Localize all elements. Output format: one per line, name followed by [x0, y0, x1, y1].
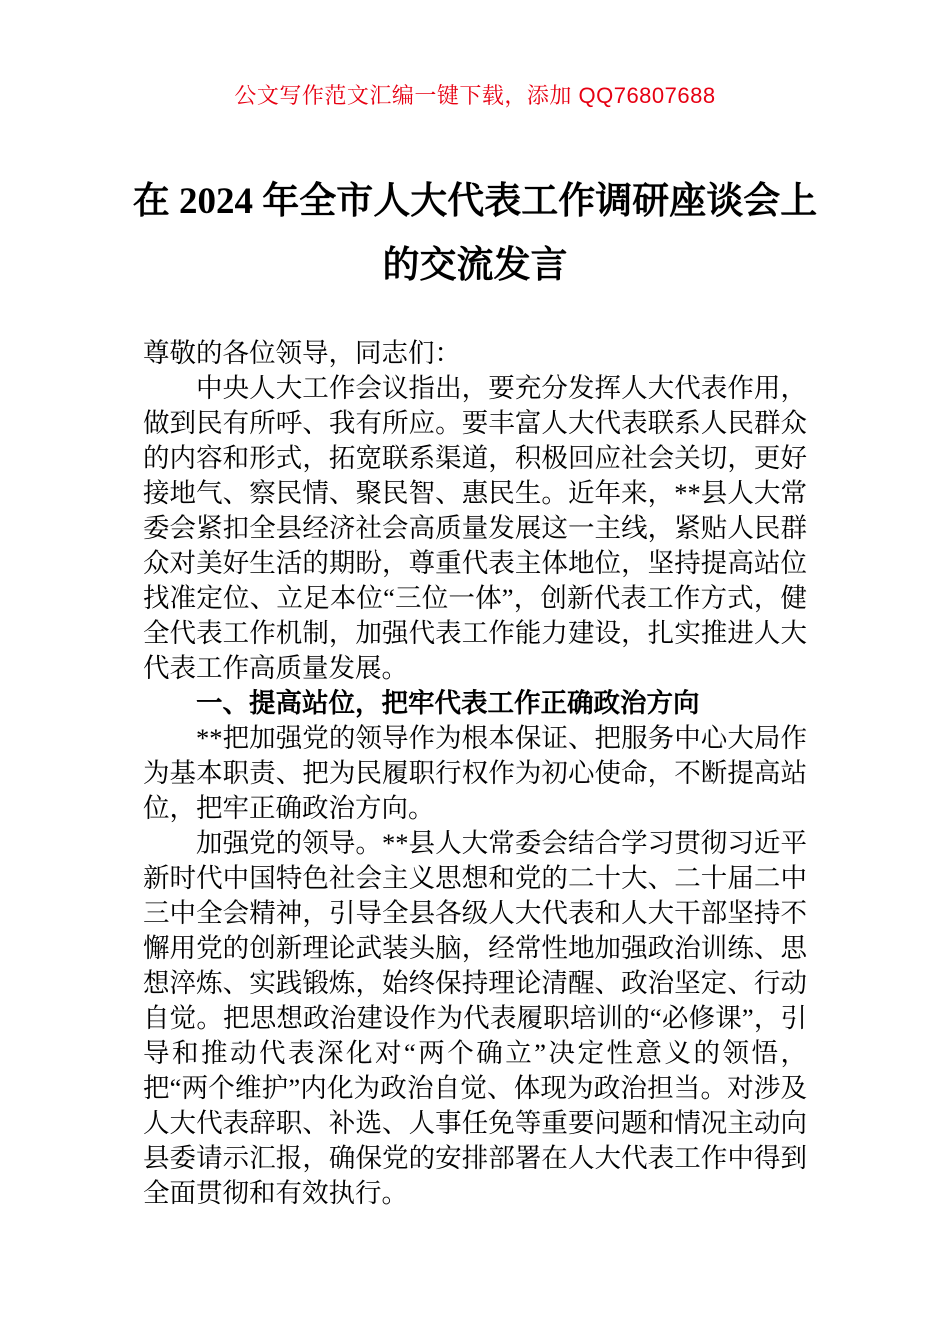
section-heading-1: 一、提高站位，把牢代表工作正确政治方向 — [196, 688, 700, 718]
document-title — [0, 170, 950, 298]
paragraph-party-leadership: 加强党的领导。**县人大常委会结合学习贯彻习近平新时代中国特色社会主义思想和党的二十大、二十届二中三中全会精神，引导全县各级人大代表和人大干部坚持不懈用党的创新理论武装头脑，经常性地加强政治训练、思想淬炼、实践锻炼，始终保持理论清醒、政治坚定、行动自觉。把思想政治建设作为代表履职培训的“必修课”，引导和推动代表深化对“两个确立”决定性意义的领悟，把“两个维护”内化为政治自觉、体现为政治担当。对涉及人大代表辞职、补选、人事任免等重要问题和情况主动向县委请示汇报，确保党的安排部署在人大代表工作中得到全面贯彻和有效执行。 — [143, 828, 807, 1208]
document-body — [143, 336, 807, 1211]
salutation-line: 尊敬的各位领导，同志们： — [143, 338, 461, 368]
title-line-2: 的交流发言 — [382, 245, 568, 286]
header-ad-notice: 公文写作范文汇编一键下载，添加 QQ76807688 — [234, 83, 716, 108]
title-line-1: 在 2024 年全市人大代表工作调研座谈会上 — [132, 181, 818, 222]
paragraph-intro: 中央人大工作会议指出，要充分发挥人大代表作用，做到民有所呼、我有所应。要丰富人大代表联系人民群众的内容和形式，拓宽联系渠道，积极回应社会关切，更好接地气、察民情、聚民智、惠民生。近年来，**县人大常委会紧扣全县经济社会高质量发展这一主线，紧贴人民群众对美好生活的期盼，尊重代表主体地位，坚持提高站位找准定位、立足本位“三位一体”，创新代表工作方式，健全代表工作机制，加强代表工作能力建设，扎实推进人大代表工作高质量发展。 — [143, 373, 807, 683]
paragraph-section-summary: **把加强党的领导作为根本保证、把服务中心大局作为基本职责、把为民履职行权作为初心使命，不断提高站位，把牢正确政治方向。 — [143, 723, 807, 823]
